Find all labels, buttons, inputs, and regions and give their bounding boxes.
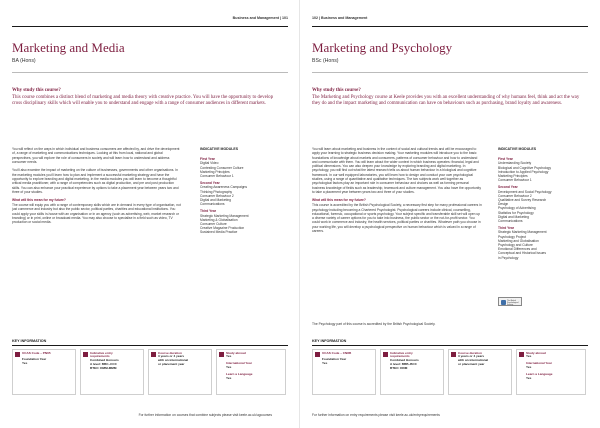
key-info-label: requirements bbox=[90, 354, 110, 359]
module-item: Development and Social Psychology bbox=[498, 189, 552, 194]
key-info-lines bbox=[526, 352, 583, 381]
right-page bbox=[300, 0, 600, 428]
module-item: Strategic Marketing Management bbox=[200, 213, 249, 218]
indicative-modules bbox=[200, 147, 286, 235]
module-list bbox=[498, 190, 584, 224]
module-year-heading: Second Year bbox=[498, 185, 518, 190]
module-item: Consumer Behaviour 2 bbox=[498, 193, 532, 198]
key-info-box bbox=[80, 349, 144, 395]
key-info-label: requirements bbox=[390, 354, 410, 359]
module-item: Marketing Principles bbox=[200, 169, 230, 174]
key-info-value: Yes bbox=[226, 376, 232, 381]
award-label: BSc (Hons) bbox=[312, 58, 339, 64]
key-info-box bbox=[12, 349, 76, 395]
key-info-value: Yes bbox=[322, 361, 328, 366]
divider bbox=[12, 72, 288, 73]
key-info-value: Yes bbox=[226, 354, 232, 359]
key-info-value: Yes bbox=[226, 365, 232, 370]
key-info-value: or placement year bbox=[158, 362, 185, 367]
key-information-heading: KEY INFORMATION bbox=[12, 339, 47, 343]
module-year-heading: Second Year bbox=[200, 181, 220, 186]
module-list bbox=[200, 161, 286, 178]
module-list bbox=[498, 230, 584, 259]
module-item: Qualitative and Survey Research bbox=[498, 198, 547, 203]
module-item: Digital Video bbox=[200, 161, 219, 166]
module-item: Sustained Media Practice bbox=[200, 230, 238, 235]
module-year-heading: First Year bbox=[498, 157, 513, 162]
key-info-lines bbox=[458, 352, 509, 368]
key-info-value: Foundation Year bbox=[22, 357, 47, 362]
key-info-value: Foundation Year bbox=[322, 357, 347, 362]
key-info-label: Learn a Language bbox=[226, 372, 253, 377]
info-icon bbox=[451, 352, 456, 357]
modules-heading: INDICATIVE MODULES bbox=[498, 147, 537, 151]
key-info-value: 3 years or 4 years bbox=[158, 354, 185, 359]
key-info-label: Study abroad bbox=[226, 350, 246, 355]
module-item: Communications bbox=[498, 219, 523, 224]
module-item: Contesting Consumer Culture bbox=[200, 165, 244, 170]
body-paragraph: You'll also examine the impact of marketing on the culture of businesses, governments and other organisations. In the marketing modules you'll learn how to plan and implement a successful marketing strategy and have the opportunity to explore branding and digital marketing. In the media modules you will learn to become a thoughtful critical media practitioner, with a range of competencies such as digital production, and pre and post production skills. You can also enhance your practical experience by options to take a placement year between years two and three of your studies. bbox=[12, 168, 179, 194]
module-item: Consumer Culture bbox=[200, 222, 227, 227]
module-item: Consumer Behaviour 1 bbox=[200, 174, 234, 179]
bps-logo bbox=[498, 297, 522, 306]
key-info-label: Course duration bbox=[458, 350, 482, 355]
course-title: Marketing and Media bbox=[12, 40, 125, 55]
info-icon bbox=[519, 352, 524, 357]
module-item: Marketing Principles bbox=[498, 174, 528, 179]
module-item: Digital and Marketing bbox=[200, 198, 231, 203]
module-item: Statistics for Psychology bbox=[498, 210, 534, 215]
footer-note: For further information on courses that combine subjects please visit keele.ac.uk/ugcourses bbox=[138, 413, 272, 417]
key-info-value: BTEC: DDM bbox=[390, 366, 408, 371]
module-item: Conceptual and Historical Issues bbox=[498, 251, 547, 256]
key-info-rule bbox=[12, 345, 288, 346]
module-year-heading: Third Year bbox=[200, 209, 217, 214]
key-info-value: Yes bbox=[526, 354, 532, 359]
top-rule bbox=[12, 26, 288, 27]
key-info-lines bbox=[322, 352, 373, 367]
key-info-box bbox=[148, 349, 212, 395]
modules-heading: INDICATIVE MODULES bbox=[200, 147, 239, 151]
course-title: Marketing and Psychology bbox=[312, 40, 453, 55]
key-info-value: Yes bbox=[22, 361, 28, 366]
body-paragraph: You will reflect on the ways in which individual and business consumers are affected by, and drive the development of, a range of marketing and communications techniques. Looking at this from local, national and global perspectives, you will explore the role of consumers in society and will learn how to understand and address consumer needs. bbox=[12, 147, 180, 164]
module-item: Psychology Project bbox=[498, 234, 527, 239]
info-icon bbox=[219, 352, 224, 357]
indicative-modules bbox=[498, 147, 584, 260]
key-info-box bbox=[312, 349, 376, 395]
key-info-label: Learn a Language bbox=[526, 372, 553, 377]
key-info-value: A level: BBB–BCC bbox=[390, 362, 417, 367]
key-info-label: Indicative entry bbox=[90, 350, 113, 355]
accreditation-note: The Psychology part of this course is accredited by the British Psychological Society. bbox=[312, 322, 436, 326]
module-item: Thinking Photography bbox=[200, 189, 233, 194]
body-text bbox=[312, 147, 482, 238]
key-info-lines bbox=[226, 352, 283, 381]
key-info-lines bbox=[390, 352, 441, 372]
key-info-value: Combined Honours bbox=[90, 358, 119, 363]
module-item: Design bbox=[498, 202, 509, 207]
key-info-value: with an international bbox=[158, 358, 189, 363]
info-icon bbox=[315, 352, 320, 357]
module-item: Digital and Marketing bbox=[498, 214, 529, 219]
info-icon bbox=[15, 352, 20, 357]
key-info-rule bbox=[312, 345, 588, 346]
module-year-heading: Third Year bbox=[498, 226, 515, 231]
key-info-lines bbox=[90, 352, 141, 372]
module-item: Understanding Society bbox=[498, 161, 532, 166]
module-item: Psychology of Advertising bbox=[498, 206, 536, 211]
key-info-label: UCAS Code – CN8B bbox=[322, 350, 352, 355]
body-subheading: What will this mean for my future? bbox=[12, 198, 66, 203]
info-icon bbox=[83, 352, 88, 357]
key-info-value: Combined Honours bbox=[390, 358, 419, 363]
info-icon bbox=[151, 352, 156, 357]
key-info-label: Course duration bbox=[158, 350, 182, 355]
module-item: Consumer Behaviour 2 bbox=[200, 193, 234, 198]
module-item: in Psychology bbox=[498, 255, 519, 260]
why-study-heading: Why study this course? bbox=[312, 88, 361, 93]
top-rule bbox=[312, 26, 588, 27]
why-study-heading: Why study this course? bbox=[12, 88, 61, 93]
key-information-heading: KEY INFORMATION bbox=[312, 339, 347, 343]
module-item: Creative Magazine Production bbox=[200, 226, 245, 231]
bps-logo-text: The British Psychological Society bbox=[507, 299, 519, 306]
body-subheading: What will this mean for my future? bbox=[312, 198, 366, 203]
key-info-value: with an international bbox=[458, 358, 489, 363]
module-item: Emotional Differences and bbox=[498, 247, 537, 252]
footer-note: For further information on entry requirements please visit keele.ac.uk/entryrequirements bbox=[312, 413, 440, 417]
module-list bbox=[498, 161, 584, 182]
module-item: Psychology and Culture bbox=[498, 243, 533, 248]
info-icon bbox=[383, 352, 388, 357]
key-info-value: Yes bbox=[526, 365, 532, 370]
module-year-heading: First Year bbox=[200, 157, 215, 162]
key-info-label: UCAS Code – PN65 bbox=[22, 350, 51, 355]
body-paragraph: The course will equip you with a range of contemporary skills which are in demand in every type of organisation, not just commerce and industry but also the public sector, political parties, charities and educational institutions. You could apply your skills in-house with an organisation or in an agency (such as advertising, web, market research or branding) or in print, online or broadcast media. You may also choose to specialise in a field such as video, TV production or social media. bbox=[12, 203, 181, 225]
key-info-box bbox=[380, 349, 444, 395]
award-label: BA (Hons) bbox=[12, 58, 36, 64]
module-item: Communications bbox=[200, 202, 225, 207]
running-head: 102 | Business and Management bbox=[312, 16, 368, 20]
why-study-text: The Marketing and Psychology course at Keele provides you with an excellent understanding of why humans feel, think and act the way they do and the impact marketing and communication can have on behaviours such as purchasing, brand loyalty and awareness. bbox=[312, 95, 580, 107]
module-item: Creating Awareness Campaigns bbox=[200, 185, 248, 190]
module-item: Strategic Marketing Management bbox=[498, 230, 547, 235]
module-item: Biological and Cognitive Psychology bbox=[498, 165, 551, 170]
bps-logo-icon bbox=[501, 300, 506, 305]
key-info-value: BTEC: DMM-MMM bbox=[90, 366, 117, 371]
module-item: Consumer Behaviour 1 bbox=[498, 178, 532, 183]
key-info-label: International Year bbox=[526, 361, 552, 366]
key-info-value: or placement year bbox=[458, 362, 485, 367]
body-paragraph: This course is accredited by the British Psychological Society, a necessary first step for many professional careers in psychology including becoming a Chartered Psychologist. Psychological careers include clinical, counselling, educational, forensic, occupational or sports psychology. Your subject specific and transferable skill set will open up a diverse variety of career options for you to take into business, the public sector or the not-for-profit sector. You could work in commerce and industry, the health services, political parties or charities. Whatever path you choose in your working life, you will develop a psychological perspective on human behaviour which is valued in a range of careers. bbox=[312, 203, 482, 234]
key-info-label: Study abroad bbox=[526, 350, 546, 355]
key-info-lines bbox=[22, 352, 73, 367]
module-item: Introduction to Applied Psychology bbox=[498, 169, 549, 174]
why-study-text: This course combines a distinct blend of marketing and media theory with creative practice. You will have the opportunity to develop cross disciplinary skills which will enable you to understand and engage with a range of consumer audiences in different markets. bbox=[12, 95, 274, 107]
body-text bbox=[12, 147, 182, 229]
module-item: Marketing & Globalisation bbox=[200, 217, 238, 222]
module-item: Marketing and Globalisation bbox=[498, 238, 539, 243]
key-info-box bbox=[216, 349, 286, 395]
key-info-label: International Year bbox=[226, 361, 252, 366]
key-info-box bbox=[516, 349, 586, 395]
module-list bbox=[200, 185, 286, 206]
key-info-lines bbox=[158, 352, 209, 368]
module-list bbox=[200, 214, 286, 235]
divider bbox=[312, 72, 588, 73]
running-head: Business and Management | 101 bbox=[232, 16, 288, 20]
body-paragraph: You will learn about marketing and business in the context of social and cultural trends and will be encouraged to apply your learning to strategic business decision making. Your marketing modules will introduce you to the basic foundations of knowledge about markets and consumers, patterns of consumer behaviour and how to understand and communicate with them. You will learn about the wider context in which business operates: financial, legal and political dimensions. You can also deepen your knowledge by exploring branding and digital marketing. In psychology, you will find out what the latest research tells us about human behaviour in a biological and cognitive framework. In our well equipped laboratories, you will learn how to design and conduct your own psychological studies, using a range of quantitative and qualitative techniques. The two subjects work well together as psychological factors play an important role in consumer behaviour and choices as well as forming personal business knowledge of fields such as leadership, teamwork and culture management. You also have the opportunity to take a placement year between years two and three of your studies. bbox=[312, 147, 481, 194]
key-info-box bbox=[448, 349, 512, 395]
key-info-value: 3 years or 4 years bbox=[458, 354, 485, 359]
key-info-label: Indicative entry bbox=[390, 350, 413, 355]
key-info-value: A level: BBC–CCC bbox=[90, 362, 117, 367]
key-info-value: Yes bbox=[526, 376, 532, 381]
